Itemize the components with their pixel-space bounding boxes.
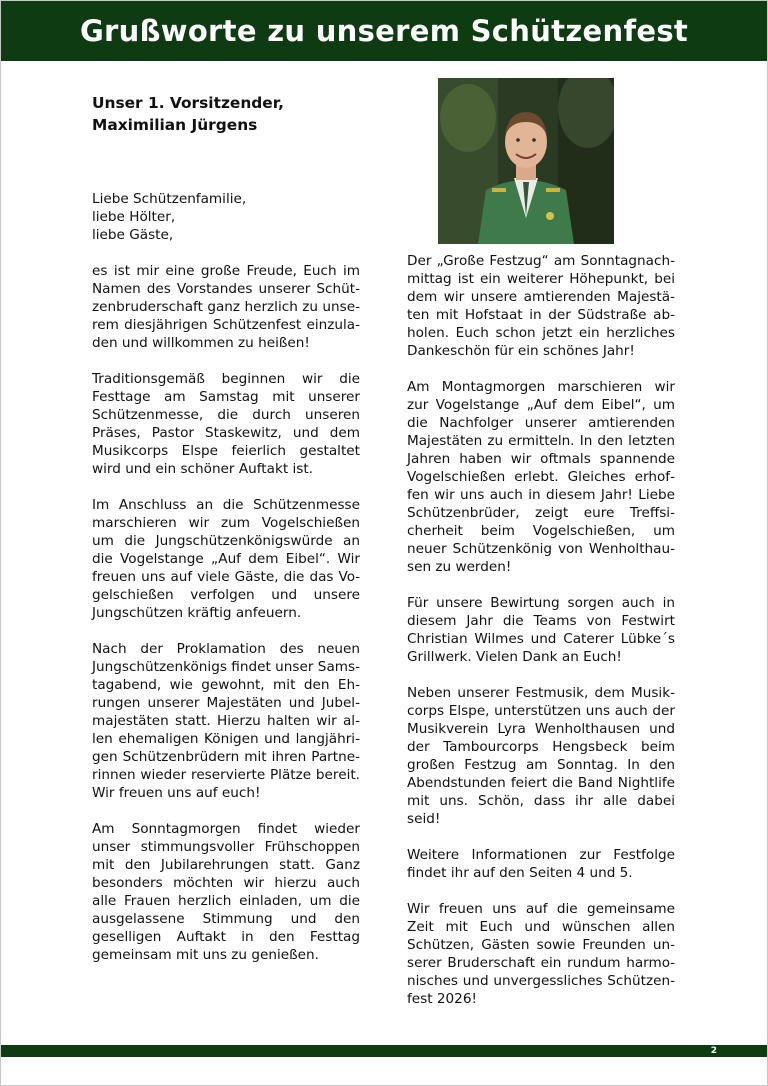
paragraph: Am Sonntagmorgen findet wieder unser stimmungsvoller Frühschoppen mit den Jubilarehrungen statt. Ganz besonders möchten wir hierzu auch alle Frauen herzlich einladen, um die ausgelassene Stimmung und den geselligen Auftakt in den Festtag gemeinsam mit uns zu genießen.: [92, 821, 360, 963]
paragraph: Der „Große Festzug“ am Sonntagnachmittag ist ein weiterer Höhepunkt, bei dem wir unsere amtierenden Majestäten mit Hofstaat in der Südstraße abholen. Euch schon jetzt ein herzliches Dankeschön für ein schönes Jahr!: [407, 253, 675, 359]
paragraph: Traditionsgemäß beginnen wir die Festtage am Samstag mit unserer Schützenmesse, die durch unseren Präses, Pastor Staskewitz, und dem Musikcorps Elspe feierlich gestaltet wird und ein schöner Auftakt ist.: [92, 371, 360, 477]
page-title: Grußworte zu unserem Schützenfest: [79, 14, 689, 48]
paragraph: Im Anschluss an die Schützenmesse marschieren wir zum Vogelschießen um die Jungschützenkönigswürde an die Vogelstange „Auf dem Eibel“. Wir freuen uns auf viele Gäste, die das Vogelschießen verfolgen und unsere Jungschützen kräftig anfeuern.: [92, 497, 360, 621]
page-header: [1, 1, 767, 61]
paragraph: es ist mir eine große Freude, Euch im Namen des Vorstandes unserer Schützenbruderschaft ganz herzlich zu unserem diesjährigen Schützenfest einzuladen und willkommen zu heißen!: [92, 263, 360, 351]
greeting-line: liebe Gäste,: [92, 227, 174, 243]
greeting-line: liebe Hölter,: [92, 209, 176, 225]
right-column: [407, 252, 675, 1026]
paragraph: Am Montagmorgen marschieren wir zur Vogelstange „Auf dem Eibel“, um die Nachfolger unserer amtierenden Majestäten zu ermitteln. In den letzten Jahren haben wir oftmals spannende Vogelschießen erlebt. Gleiches erhoffen wir uns auch in diesem Jahr! Liebe Schützenbrüder, zeigt eure Treffsicherheit beim Vogelschießen, um neuer Schützenkönig von Wenholthausen zu werden!: [407, 379, 675, 575]
greeting: [92, 190, 360, 244]
left-column: [92, 92, 360, 982]
chairman-portrait: [438, 78, 614, 244]
author-title: Unser 1. Vorsitzender,: [92, 94, 284, 112]
page-number: 2: [710, 1046, 717, 1056]
greeting-line: Liebe Schützenfamilie,: [92, 191, 247, 207]
paragraph: Neben unserer Festmusik, dem Musikcorps Elspe, unterstützen uns auch der Musikverein Lyra Wenholthausen und der Tambourcorps Hengsbeck beim großen Festzug am Sonntag. In den Abendstunden feiert die Band Nightlife mit uns. Schön, dass ihr alle dabei seid!: [407, 685, 675, 827]
paragraph: Wir freuen uns auf die gemeinsame Zeit mit Euch und wünschen allen Schützen, Gästen sowie Freunden unserer Bruderschaft ein rundum harmonisches und unvergessliches Schützenfest 2026!: [407, 901, 675, 1007]
paragraph: Für unsere Bewirtung sorgen auch in diesem Jahr die Teams von Festwirt Christian Wilmes und Caterer Lübke´s Grillwerk. Vielen Dank an Euch!: [407, 595, 675, 665]
page-footer: [1, 1045, 767, 1057]
paragraph: Nach der Proklamation des neuen Jungschützenkönigs findet unser Samstagabend, wie gewohnt, mit den Ehrungen unserer Majestäten und Jubelmajestäten statt. Hierzu halten wir allen ehemaligen Königen und langjährigen Schützenbrüdern mit ihren Partnerinnen wieder reservierte Plätze bereit. Wir freuen uns auf euch!: [92, 641, 360, 801]
paragraph: Weitere Informationen zur Festfolge findet ihr auf den Seiten 4 und 5.: [407, 847, 675, 881]
author-name: Maximilian Jürgens: [92, 116, 258, 134]
